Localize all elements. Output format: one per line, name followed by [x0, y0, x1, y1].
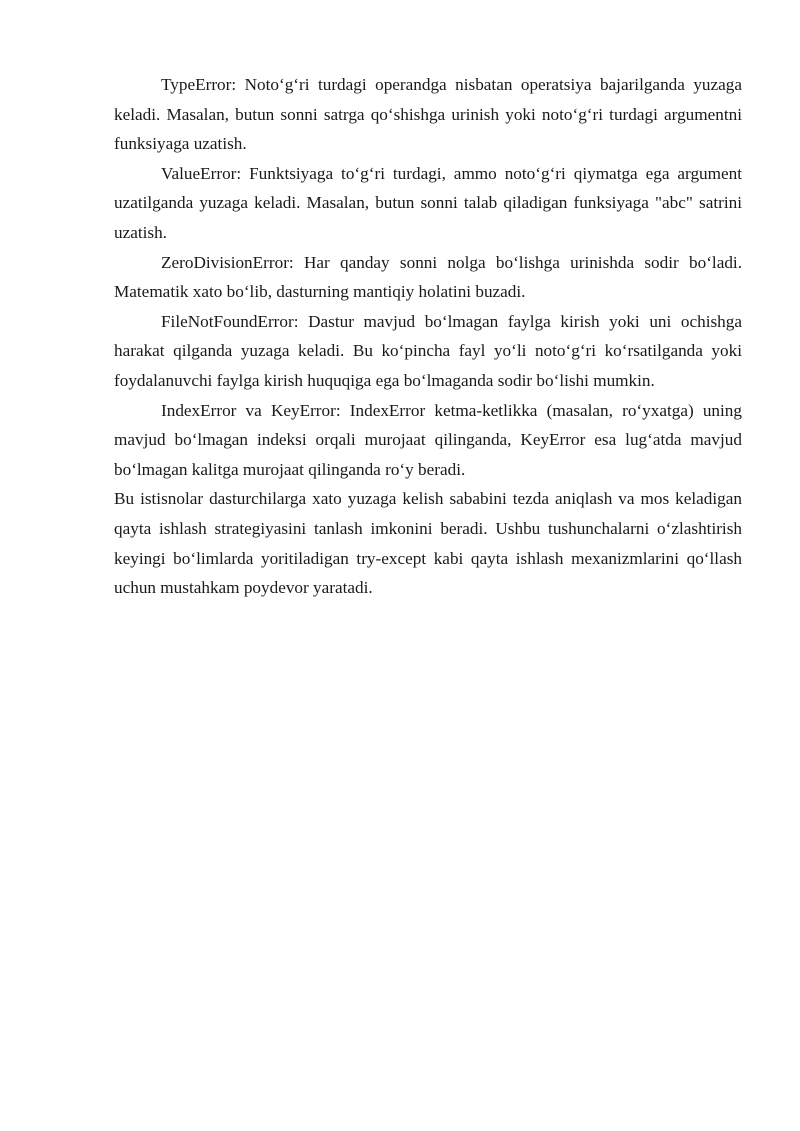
paragraph-type-error: TypeError: Noto‘g‘ri turdagi operandga nisbatan operatsiya bajarilganda yuzaga keladi. Masalan, butun sonni satrga qo‘shishga urinish yoki noto‘g‘ri turdagi argumentni funksiyaga uzatish.: [114, 75, 742, 154]
paragraph-file-not-found-error: FileNotFoundError: Dastur mavjud bo‘lmagan faylga kirish yoki uni ochishga harakat qilganda yuzaga keladi. Bu ko‘pincha fayl yo‘li noto‘g‘ri ko‘rsatilganda yoki foydalanuvchi faylga kirish huquqiga ega bo‘lmaganda sodir bo‘lishi mumkin.: [114, 311, 742, 390]
paragraph-summary: Bu istisnolar dasturchilarga xato yuzaga kelish sababini tezda aniqlash va mos keladigan qayta ishlash strategiyasini tanlash imkonini beradi. Ushbu tushunchalarni o‘zlashtirish keyingi bo‘limlarda yoritiladigan try-except kabi qayta ishlash mexanizmlarini qo‘llash uchun mustahkam poydevor yaratadi.: [114, 489, 742, 598]
paragraph-zero-division-error: ZeroDivisionError: Har qanday sonni nolga bo‘lishga urinishda sodir bo‘ladi. Matematik xato bo‘lib, dasturning mantiqiy holatini buzadi.: [114, 252, 742, 302]
paragraph-value-error: ValueError: Funktsiyaga to‘g‘ri turdagi, ammo noto‘g‘ri qiymatga ega argument uzatilganda yuzaga keladi. Masalan, butun sonni talab qiladigan funksiyaga "abc" satrini uzatish.: [114, 163, 742, 242]
document-page: [114, 70, 742, 603]
paragraph-index-key-error: IndexError va KeyError: IndexError ketma-ketlikka (masalan, ro‘yxatga) uning mavjud bo‘lmagan indeksi orqali murojaat qilinganda, KeyError esa lug‘atda mavjud bo‘lmagan kalitga murojaat qilinganda ro‘y beradi.: [114, 400, 742, 479]
